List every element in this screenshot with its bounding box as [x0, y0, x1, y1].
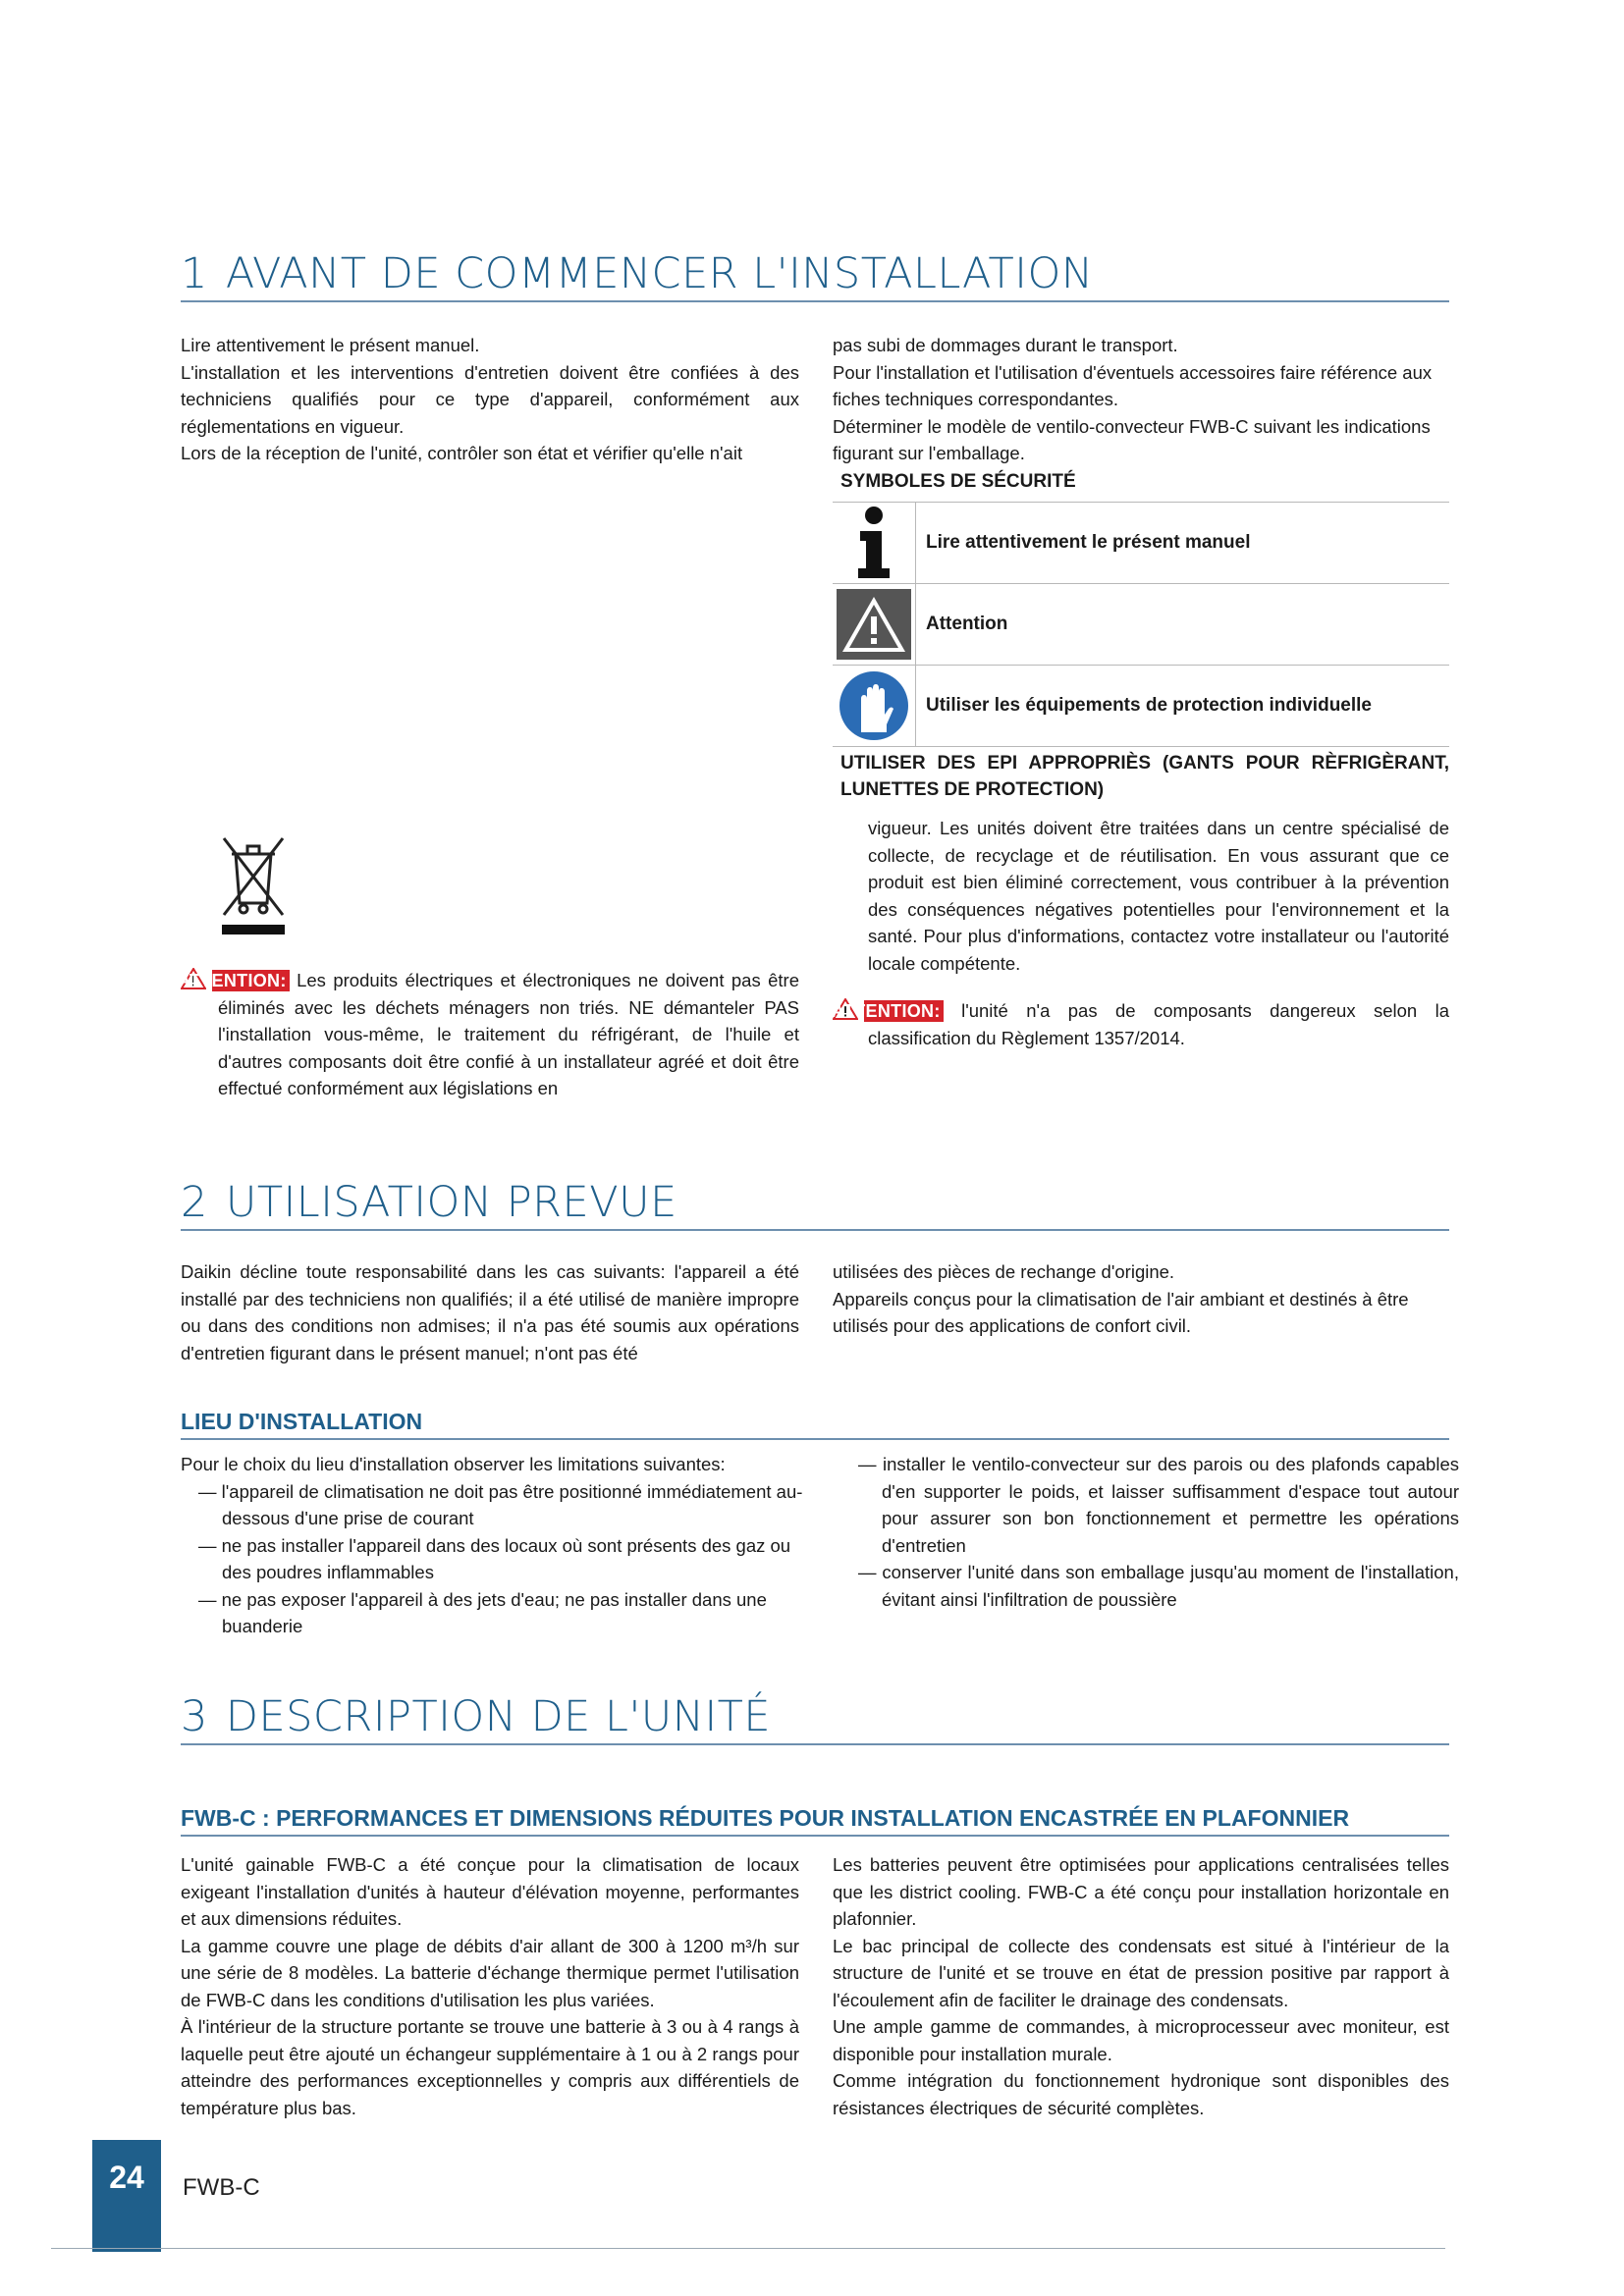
installation-place-right	[840, 1451, 1459, 1613]
info-icon	[833, 503, 916, 583]
gloves-icon	[833, 666, 916, 746]
intro-paragraph: Lors de la réception de l'unité, contrôler son état et vérifier qu'elle n'ait	[181, 443, 743, 463]
section-2-right-column	[833, 1258, 1449, 1340]
epi-note: UTILISER DES EPI APPROPRIÈS (GANTS POUR RÈFRIGÈRANT, LUNETTES DE PROTECTION)	[840, 753, 1449, 800]
place-intro: Pour le choix du lieu d'installation observer les limitations suivantes:	[181, 1454, 726, 1474]
usage-paragraph: Appareils conçus pour la climatisation de l'air ambiant et destinés à être utilisés pour des applications de confort civil.	[833, 1288, 1409, 1336]
section-3-left-column	[181, 1851, 799, 2121]
footer-divider	[51, 2248, 1445, 2249]
footer-model-name: FWB-C	[183, 2174, 260, 2201]
description-paragraph: Une ample gamme de commandes, à microprocesseur avec moniteur, est disponible pour installation murale.	[833, 2016, 1449, 2064]
description-paragraph: À l'intérieur de la structure portante se trouve une batterie à 3 ou à 4 rangs à laquelle peut être ajouté un échangeur supplémentaire à 1 ou à 2 rangs pour atteindre des performances exceptionnelles y compris aux différentiels de température plus bas.	[181, 2016, 799, 2118]
disposal-warning-right	[868, 815, 1449, 977]
installation-place-subtitle: LIEU D'INSTALLATION	[181, 1406, 1449, 1440]
section-2-left-column	[181, 1258, 799, 1366]
disposal-text-continued: vigueur. Les unités doivent être traitées dans un centre spécialisé de collecte, de recyclage et de réutilisation. En vous assurant que ce produit est bien éliminé correctement, vous contribuer à la prévention des conséquences négatives potentielles pour l'environnement et la santé. Pour plus d'informations, contactez votre installateur ou l'autorité locale compétente.	[868, 818, 1449, 974]
description-paragraph: Comme intégration du fonctionnement hydronique sont disponibles des résistances électriques de sécurité complètes.	[833, 2070, 1449, 2118]
description-paragraph: Les batteries peuvent être optimisées pour applications centralisées telles que les district cooling. FWB-C a été conçu pour installation horizontale en plafonnier.	[833, 1854, 1449, 1929]
installation-place-left	[181, 1451, 815, 1640]
warning-icon	[833, 584, 916, 665]
section-3-heading	[181, 1692, 1449, 1745]
safety-symbols-title: SYMBOLES DE SÉCURITÉ	[840, 471, 1076, 492]
section-3-right-column	[833, 1851, 1449, 2121]
disposal-warning-left	[178, 967, 800, 1102]
section-1-left-column	[181, 332, 799, 467]
attention-note-text: l'unité n'a pas de composants dangereux selon la classification du Règlement 1357/2014.	[868, 1000, 1450, 1048]
place-item: — ne pas installer l'appareil dans des locaux où sont présents des gaz ou des poudres inflammables	[198, 1534, 791, 1582]
description-paragraph: Le bac principal de collecte des condensats est situé à l'intérieur de la structure de l'unité et se trouve en état de pression positive par rapport à l'écoulement afin de faciliter le drainage des condensats.	[833, 1935, 1449, 2010]
symbol-label: Utiliser les équipements de protection individuelle	[926, 695, 1372, 716]
intro-paragraph: Déterminer le modèle de ventilo-convecteur FWB-C suivant les indications figurant sur l'emballage.	[833, 415, 1431, 463]
intro-paragraph: Lire attentivement le présent manuel.	[181, 335, 480, 355]
page-number: 24	[109, 2160, 144, 2195]
attention-badge: ATTENTION:	[864, 1000, 944, 1022]
place-item: — l'appareil de climatisation ne doit pas être positionné immédiatement au-dessous d'une prise de courant	[198, 1480, 803, 1528]
section-1-number: 1	[181, 249, 208, 298]
usage-paragraph: utilisées des pièces de rechange d'origine.	[833, 1261, 1175, 1282]
section-1-title: AVANT DE COMMENCER L'INSTALLATION	[225, 249, 1094, 298]
section-1-heading	[181, 249, 1449, 302]
attention-note-right	[833, 997, 1449, 1051]
symbol-label: Attention	[926, 614, 1008, 634]
section-2-title: UTILISATION PREVUE	[225, 1178, 677, 1227]
page-number-box	[92, 2140, 161, 2252]
section-3-title: DESCRIPTION DE L'UNITÉ	[225, 1692, 772, 1741]
symbol-label: Lire attentivement le présent manuel	[926, 532, 1251, 553]
disposal-text: Les produits électriques et électroniques ne doivent pas être éliminés avec les déchets ménagers non triés. NE démanteler PAS l'installation vous-même, le traitement du réfrigérant, de l'huile et d'autres composants doit être confié à un installateur agréé et doit être effectué conformément aux législations en	[218, 970, 800, 1098]
section-2-number: 2	[181, 1178, 208, 1227]
place-item: — ne pas exposer l'appareil à des jets d'eau; ne pas installer dans une buanderie	[198, 1588, 767, 1636]
section-2-heading	[181, 1178, 1449, 1231]
attention-badge: ATTENTION:	[212, 970, 290, 991]
intro-paragraph: pas subi de dommages durant le transport.	[833, 335, 1178, 355]
section-3-number: 3	[181, 1692, 208, 1741]
description-paragraph: La gamme couvre une plage de débits d'air allant de 300 à 1200 m³/h sur une série de 8 modèles. La batterie d'échange thermique permet l'utilisation de FWB-C dans les conditions d'utilisation les plus variées.	[181, 1935, 799, 2010]
section-1-right-column	[833, 332, 1449, 467]
symbol-row	[833, 503, 1449, 584]
safety-symbols-table	[833, 502, 1449, 747]
description-paragraph: L'unité gainable FWB-C a été conçue pour la climatisation de locaux exigeant l'installation d'unités à hauteur d'élévation moyenne, performantes et aux dimensions réduites.	[181, 1854, 799, 1929]
symbol-row	[833, 584, 1449, 666]
intro-paragraph: L'installation et les interventions d'entretien doivent être confiées à des techniciens qualifiés pour ce type d'appareil, conformément aux réglementations en vigueur.	[181, 361, 799, 437]
place-item: — installer le ventilo-convecteur sur des parois ou des plafonds capables d'en supporter le poids, et laisser suffisamment d'espace tout autour pour assurer son bon fonctionnement et permettre les opérations d'entretien	[858, 1454, 1459, 1556]
liability-text: Daikin décline toute responsabilité dans les cas suivants: l'appareil a été installé par des techniciens non qualifiés; il a été utilisé de manière impropre ou dans des conditions non admises; il n'a pas été soumis aux opérations d'entretien figurant dans le présent manuel; n'ont pas été	[181, 1261, 799, 1363]
fwb-c-subtitle: FWB-C : PERFORMANCES ET DIMENSIONS RÉDUITES POUR INSTALLATION ENCASTRÉE EN PLAFONNIER	[181, 1802, 1449, 1837]
weee-bin-icon	[214, 832, 293, 940]
place-item: — conserver l'unité dans son emballage jusqu'au moment de l'installation, évitant ainsi l'infiltration de poussière	[858, 1562, 1459, 1610]
intro-paragraph: Pour l'installation et l'utilisation d'éventuels accessoires faire référence aux fiches techniques correspondantes.	[833, 361, 1433, 409]
symbol-row	[833, 666, 1449, 747]
